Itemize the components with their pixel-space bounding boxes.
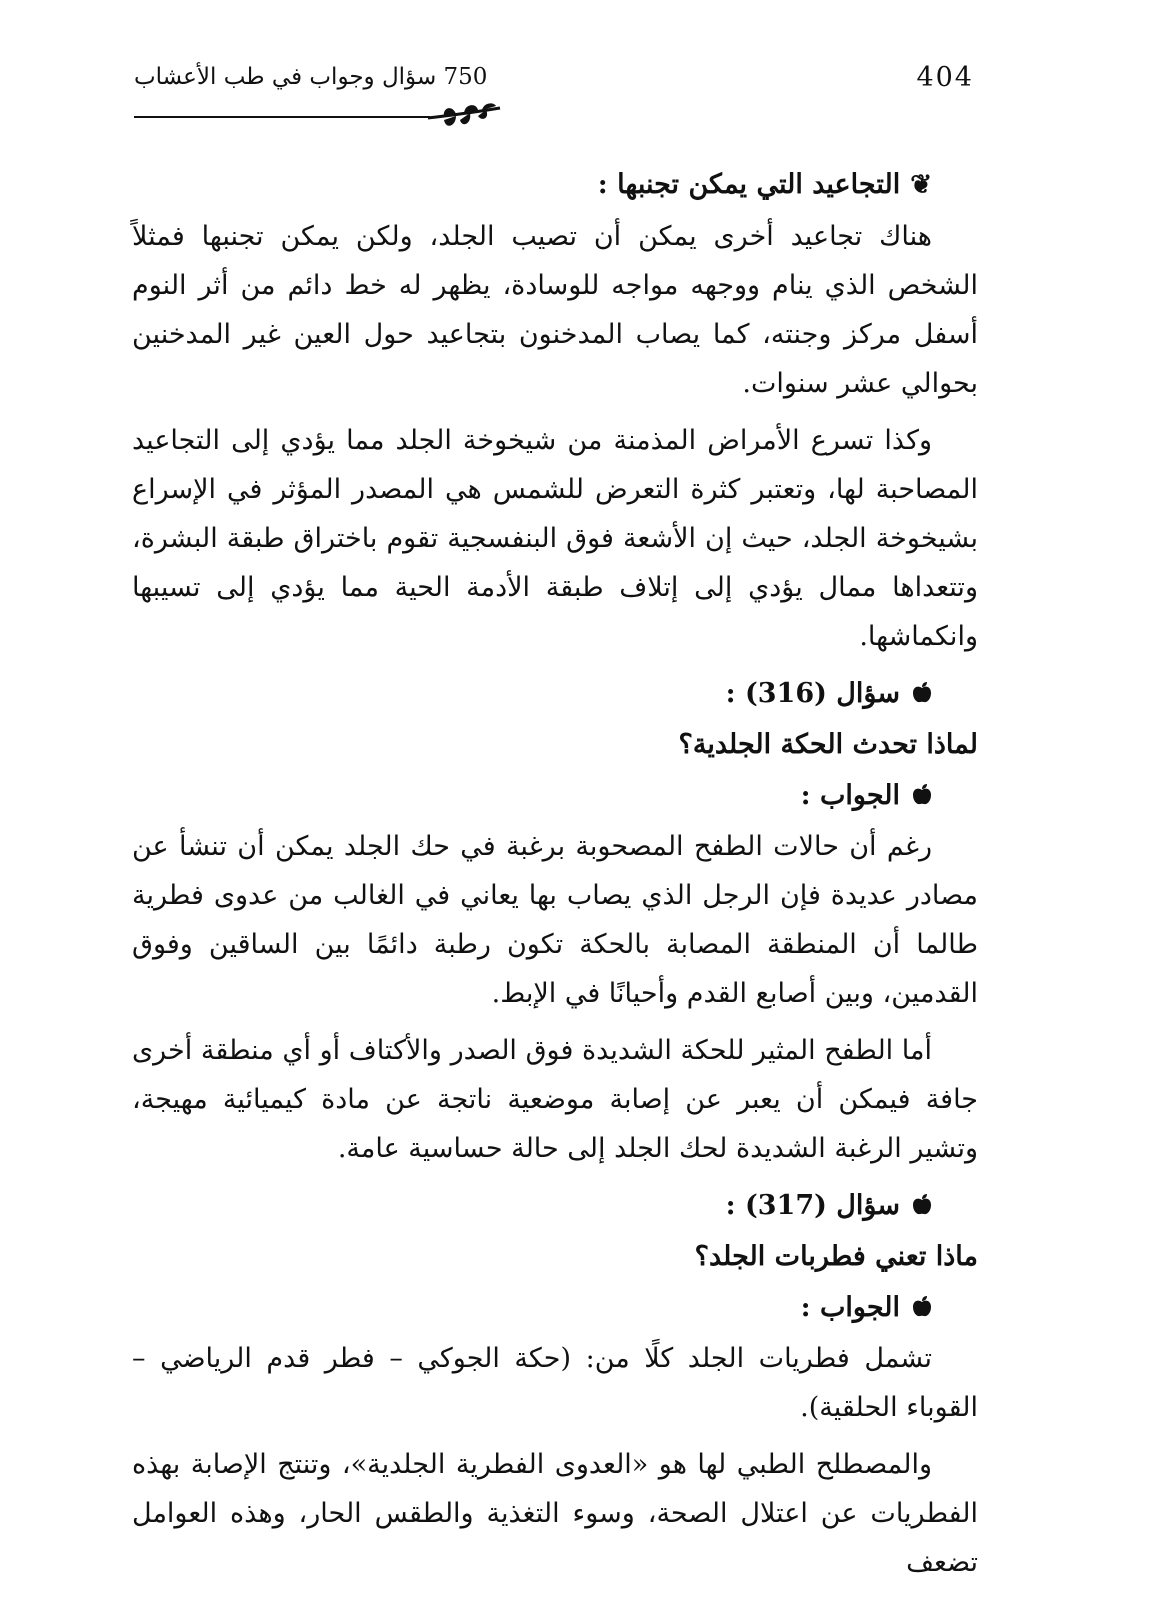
header-divider [134, 116, 430, 118]
section-heading-wrinkles: ❦التجاعيد التي يمكن تجنبها : [132, 160, 978, 210]
paragraph: وكذا تسرع الأمراض المذمنة من شيخوخة الجلد مما يؤدي إلى التجاعيد المصاحبة لها، وتعتبر كثرة التعرض للشمس هي المصدر المؤثر في الإسراع بشيخوخة الجلد، حيث إن الأشعة فوق البنفسجية تقوم باختراق طبقة البشرة، وتتعداها ممال يؤدي إلى إتلاف طبقة الأدمة الحية مما يؤدي إلى تسيبها وانكماشها. [132, 425, 978, 652]
apple-icon [912, 1296, 932, 1318]
answer-316-label: الجواب : [132, 771, 978, 820]
question-316-label: سؤال (316) : [132, 669, 978, 718]
paragraph: والمصطلح الطبي لها هو «العدوى الفطرية الجلدية»، وتنتج الإصابة بهذه الفطريات عن اعتلال الصحة، وسوء التغذية والطقس الحار، وهذه العوامل تضعف [132, 1449, 978, 1578]
paragraph: رغم أن حالات الطفح المصحوبة برغبة في حك الجلد يمكن أن تنشأ عن مصادر عديدة فإن الرجل الذي يصاب بها يعاني في الغالب من عدوى فطرية طالما أن المنطقة المصابة بالحكة تكون رطبة دائمًا بين الساقين وفوق القدمين، وبين أصابع القدم وأحيانًا في الإبط. [132, 831, 978, 1009]
paragraph: أما الطفح المثير للحكة الشديدة فوق الصدر والأكتاف أو أي منطقة أخرى جافة فيمكن أن يعبر عن إصابة موضعية ناتجة عن مادة كيميائية مهيجة، وتشير الرغبة الشديدة لحك الجلد إلى حالة حساسية عامة. [132, 1035, 978, 1164]
page-number: 404 [916, 62, 974, 93]
answer-317-label: الجواب : [132, 1283, 978, 1332]
floral-ornament-icon [424, 100, 504, 134]
page-header [134, 62, 974, 102]
leaf-marker-icon: ❦ [910, 170, 932, 200]
paragraph: تشمل فطريات الجلد كلًا من: (حكة الجوكي – فطر قدم الرياضي – القوباء الحلقية). [132, 1343, 978, 1423]
paragraph: هناك تجاعيد أخرى يمكن أن تصيب الجلد، ولكن يمكن تجنبها فمثلاً الشخص الذي ينام ووجهه مواجه للوسادة، يظهر له خط دائم من أثر النوم أسفل مركز وجنته، كما يصاب المدخنون بتجاعيد حول العين غير المدخنين بحوالي عشر سنوات. [132, 221, 978, 399]
question-317-text: ماذا تعني فطربات الجلد؟ [694, 1241, 978, 1272]
question-316-text: لماذا تحدث الحكة الجلدية؟ [678, 729, 978, 760]
apple-icon [912, 682, 932, 704]
book-title: 750 سؤال وجواب في طب الأعشاب [134, 64, 488, 90]
apple-icon [912, 784, 932, 806]
page-content [132, 160, 978, 1595]
apple-icon [912, 1194, 932, 1216]
question-317-label: سؤال (317) : [132, 1181, 978, 1230]
